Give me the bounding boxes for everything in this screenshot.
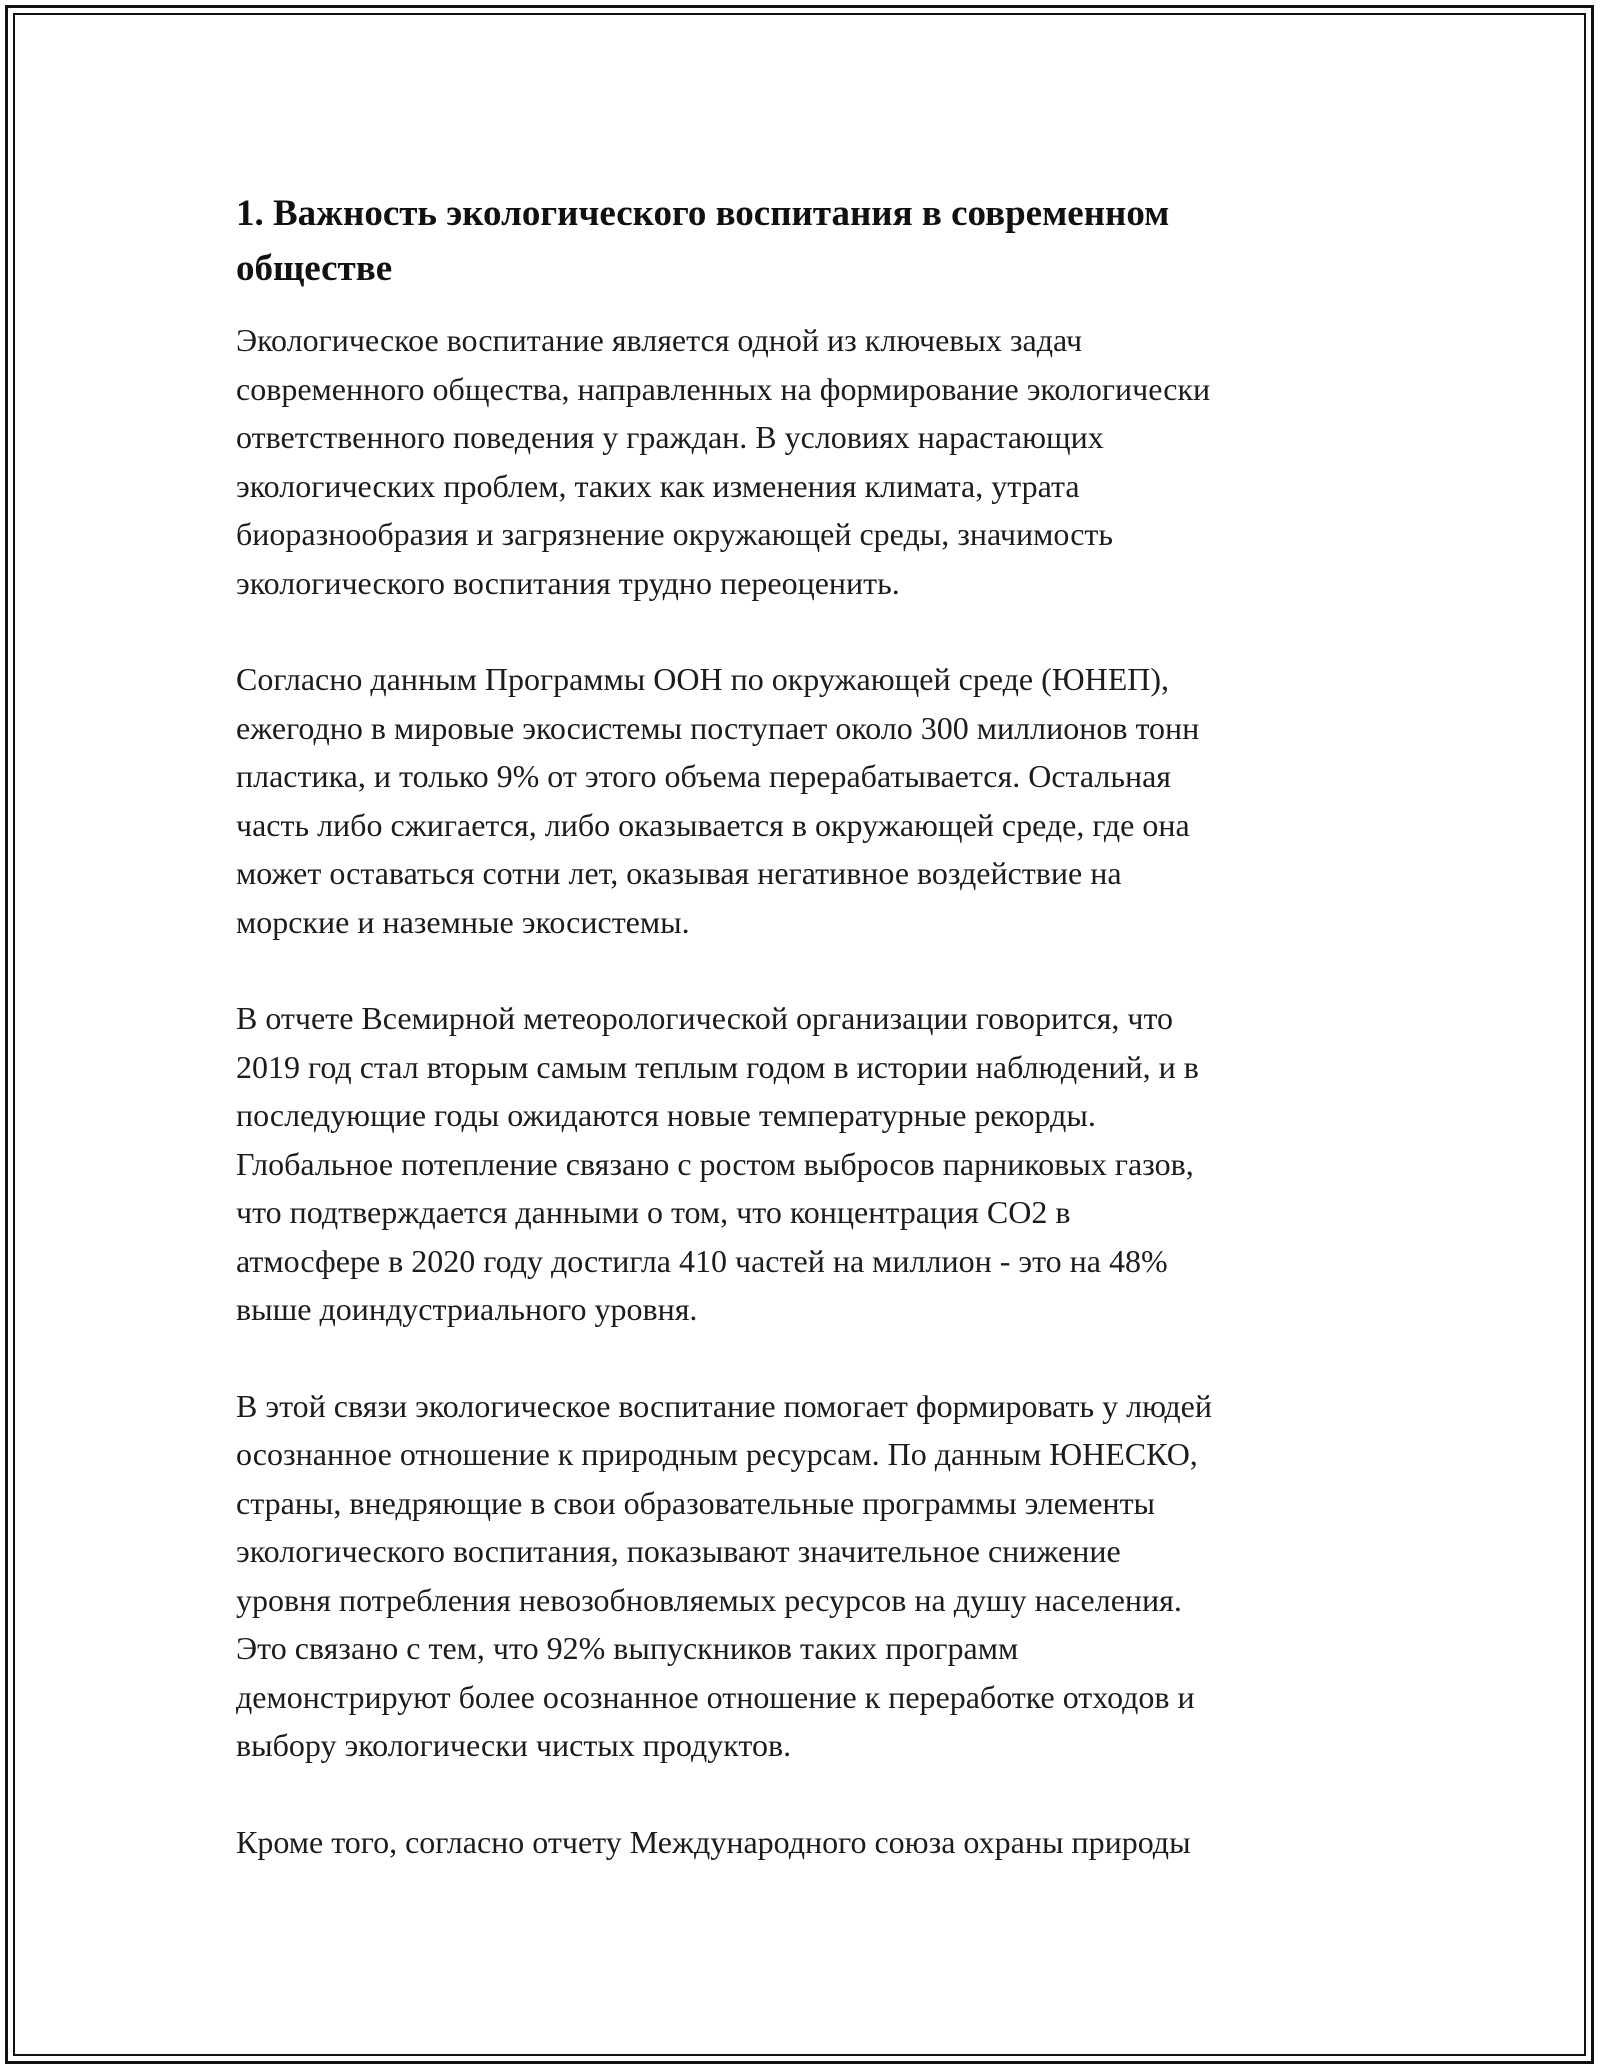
document-body <box>236 186 1396 1866</box>
section-heading: 1. Важность экологического воспитания в современном обществе <box>236 193 1170 289</box>
paragraph-wmo-climate: В отчете Всемирной метеорологической организации говорится, что 2019 год стал вторым самым теплым годом в истории наблюдений, и в последующие годы ожидаются новые температурные рекорды. Глобальное потепление связано с ростом выбросов парниковых газов, что подтверждается данными о том, что концентрация CO2 в атмосфере в 2020 году достигла 410 частей на миллион - это на 48% выше доиндустриального уровня. <box>236 1000 1199 1327</box>
paragraph-ecological-education: Экологическое воспитание является одной из ключевых задач современного общества, направленных на формирование экологически ответственного поведения у граждан. В условиях нарастающих экологических проблем, таких как изменения климата, утрата биоразнообразия и загрязнение окружающей среды, значимость экологического воспитания трудно переоценить. <box>236 322 1211 601</box>
paragraph-iucn-report: Кроме того, согласно отчету Международного союза охраны природы <box>236 1823 1191 1860</box>
paragraph-unesco-resources: В этой связи экологическое воспитание помогает формировать у людей осознанное отношение к природным ресурсам. По данным ЮНЕСКО, страны, внедряющие в свои образовательные программы элементы экологического воспитания, показывают значительное снижение уровня потребления невозобновляемых ресурсов на душу населения. Это связано с тем, что 92% выпускников таких программ демонстрируют более осознанное отношение к переработке отходов и выбору экологически чистых продуктов. <box>236 1387 1212 1763</box>
paragraph-unep-plastic: Согласно данным Программы ООН по окружающей среде (ЮНЕП), ежегодно в мировые экосистемы поступает около 300 миллионов тонн пластика, и только 9% от этого объема перерабатывается. Остальная часть либо сжигается, либо оказывается в окружающей среде, где она может оставаться сотни лет, оказывая негативное воздействие на морские и наземные экосистемы. <box>236 661 1200 940</box>
